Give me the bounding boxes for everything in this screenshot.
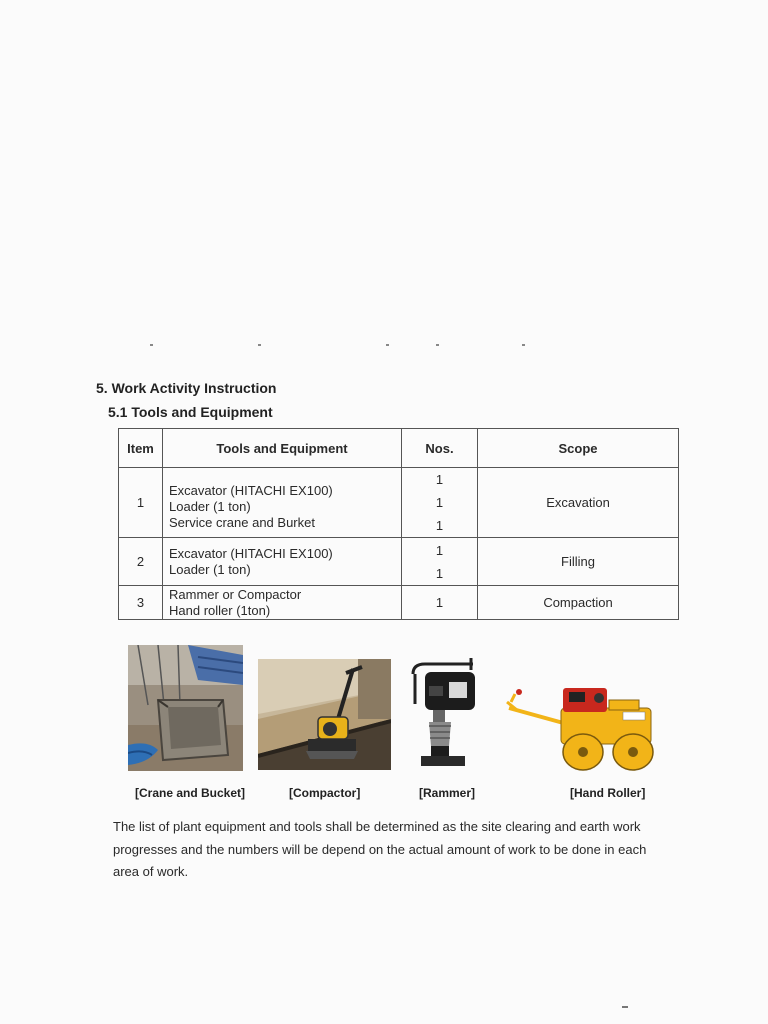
tool-name: Hand roller (1ton) — [169, 602, 271, 618]
row-quantities — [402, 468, 478, 538]
caption-hand-roller: [Hand Roller] — [570, 786, 646, 800]
tool-name: Excavator (HITACHI EX100) — [169, 482, 333, 498]
row-tools-list — [163, 468, 402, 538]
header-nos: Nos. — [402, 429, 478, 468]
scan-artifact-marks — [150, 344, 620, 348]
header-tools: Tools and Equipment — [163, 429, 402, 468]
tool-name: Service crane and Burket — [169, 514, 315, 530]
tool-name: Loader (1 ton) — [169, 561, 251, 577]
tools-equipment-table — [118, 428, 679, 620]
tool-name: Rammer or Compactor — [169, 586, 302, 602]
table-row — [119, 538, 679, 586]
row-item-number: 3 — [119, 586, 163, 620]
row-tools-list — [163, 586, 402, 620]
table-row — [119, 586, 679, 620]
quantity: 1 — [435, 472, 444, 487]
row-item-number: 1 — [119, 468, 163, 538]
caption-rammer: [Rammer] — [419, 786, 476, 800]
scan-artifact-mark — [622, 1006, 628, 1008]
caption-crane-bucket: [Crane and Bucket] — [135, 786, 246, 800]
tool-name: Loader (1 ton) — [169, 498, 251, 514]
header-item: Item — [119, 429, 163, 468]
row-scope: Excavation — [478, 468, 679, 538]
header-scope: Scope — [478, 429, 679, 468]
quantity: 1 — [435, 565, 444, 581]
rammer-photo — [405, 656, 485, 771]
row-item-number: 2 — [119, 538, 163, 586]
row-quantity: 1 — [402, 586, 478, 620]
plate-compactor-photo — [258, 659, 391, 770]
quantity: 1 — [435, 495, 444, 510]
row-scope: Filling — [478, 538, 679, 586]
hand-roller-photo — [505, 680, 657, 772]
section-heading: 5. Work Activity Instruction — [96, 380, 277, 396]
row-tools-list — [163, 538, 402, 586]
table-row — [119, 468, 679, 538]
quantity: 1 — [435, 542, 444, 558]
subsection-heading: 5.1 Tools and Equipment — [108, 404, 273, 420]
tool-name: Excavator (HITACHI EX100) — [169, 545, 333, 561]
caption-compactor: [Compactor] — [289, 786, 361, 800]
table-header-row — [119, 429, 679, 468]
quantity: 1 — [435, 518, 444, 533]
body-paragraph: The list of plant equipment and tools shall be determined as the site clearing and earth work progresses and the numbers will be depend on the actual amount of work to be done in each area of work. — [113, 819, 647, 879]
crane-bucket-photo — [128, 645, 243, 771]
row-quantities — [402, 538, 478, 586]
row-scope: Compaction — [478, 586, 679, 620]
